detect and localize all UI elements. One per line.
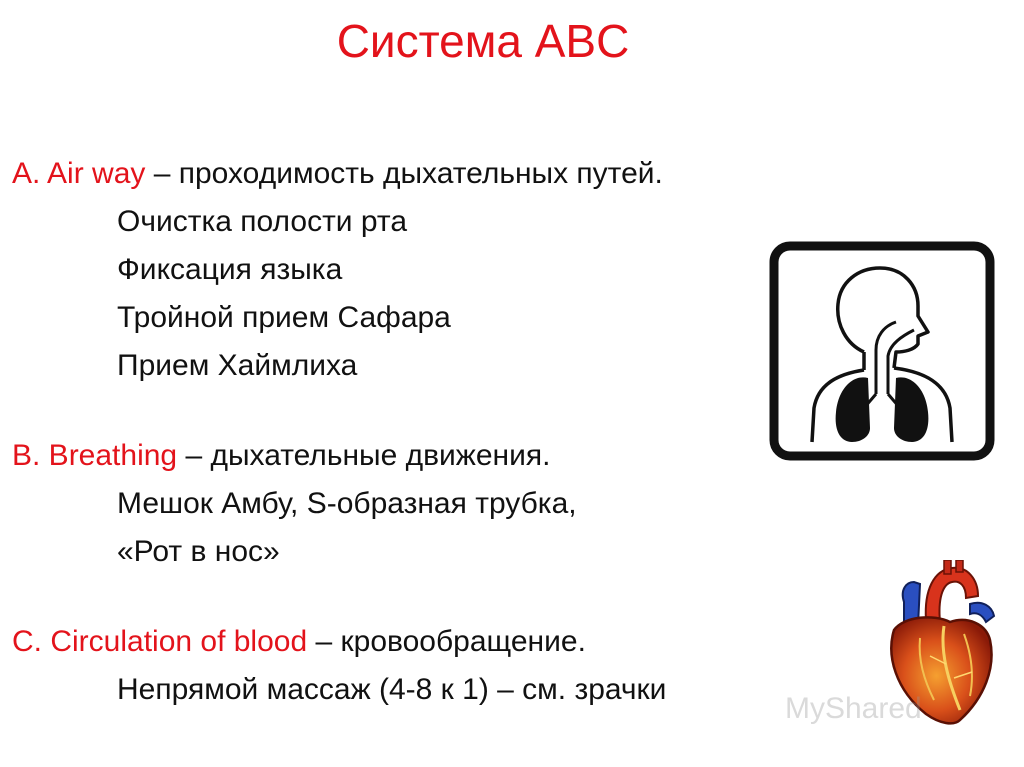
section-a-item: Тройной прием Сафара [117,301,451,334]
section-c-heading [12,618,912,666]
slide-title: Система ABC [336,15,630,67]
section-b-item: «Рот в нос» [117,535,280,568]
section-a-item: Фиксация языка [117,253,343,286]
section-c-key: C. Circulation of blood [12,625,308,658]
section-a-rest: – проходимость дыхательных путей. [145,157,663,190]
airway-pictogram-icon [768,240,996,462]
section-c-item: Непрямой массаж (4-8 к 1) – см. зрачки [117,673,667,706]
section-b-rest: – дыхательные движения. [177,439,551,472]
section-a-item: Очистка полости рта [117,205,408,238]
section-b-key: B. Breathing [12,439,178,472]
section-c-rest: – кровообращение. [307,625,586,658]
section-a-item: Прием Хаймлиха [117,349,358,382]
section-spacer [12,576,912,618]
section-b-item: Мешок Амбу, S-образная трубка, [117,487,577,520]
watermark: MyShared [785,692,922,725]
section-a-key: A. Air way [12,157,146,190]
section-a-heading [12,150,912,198]
